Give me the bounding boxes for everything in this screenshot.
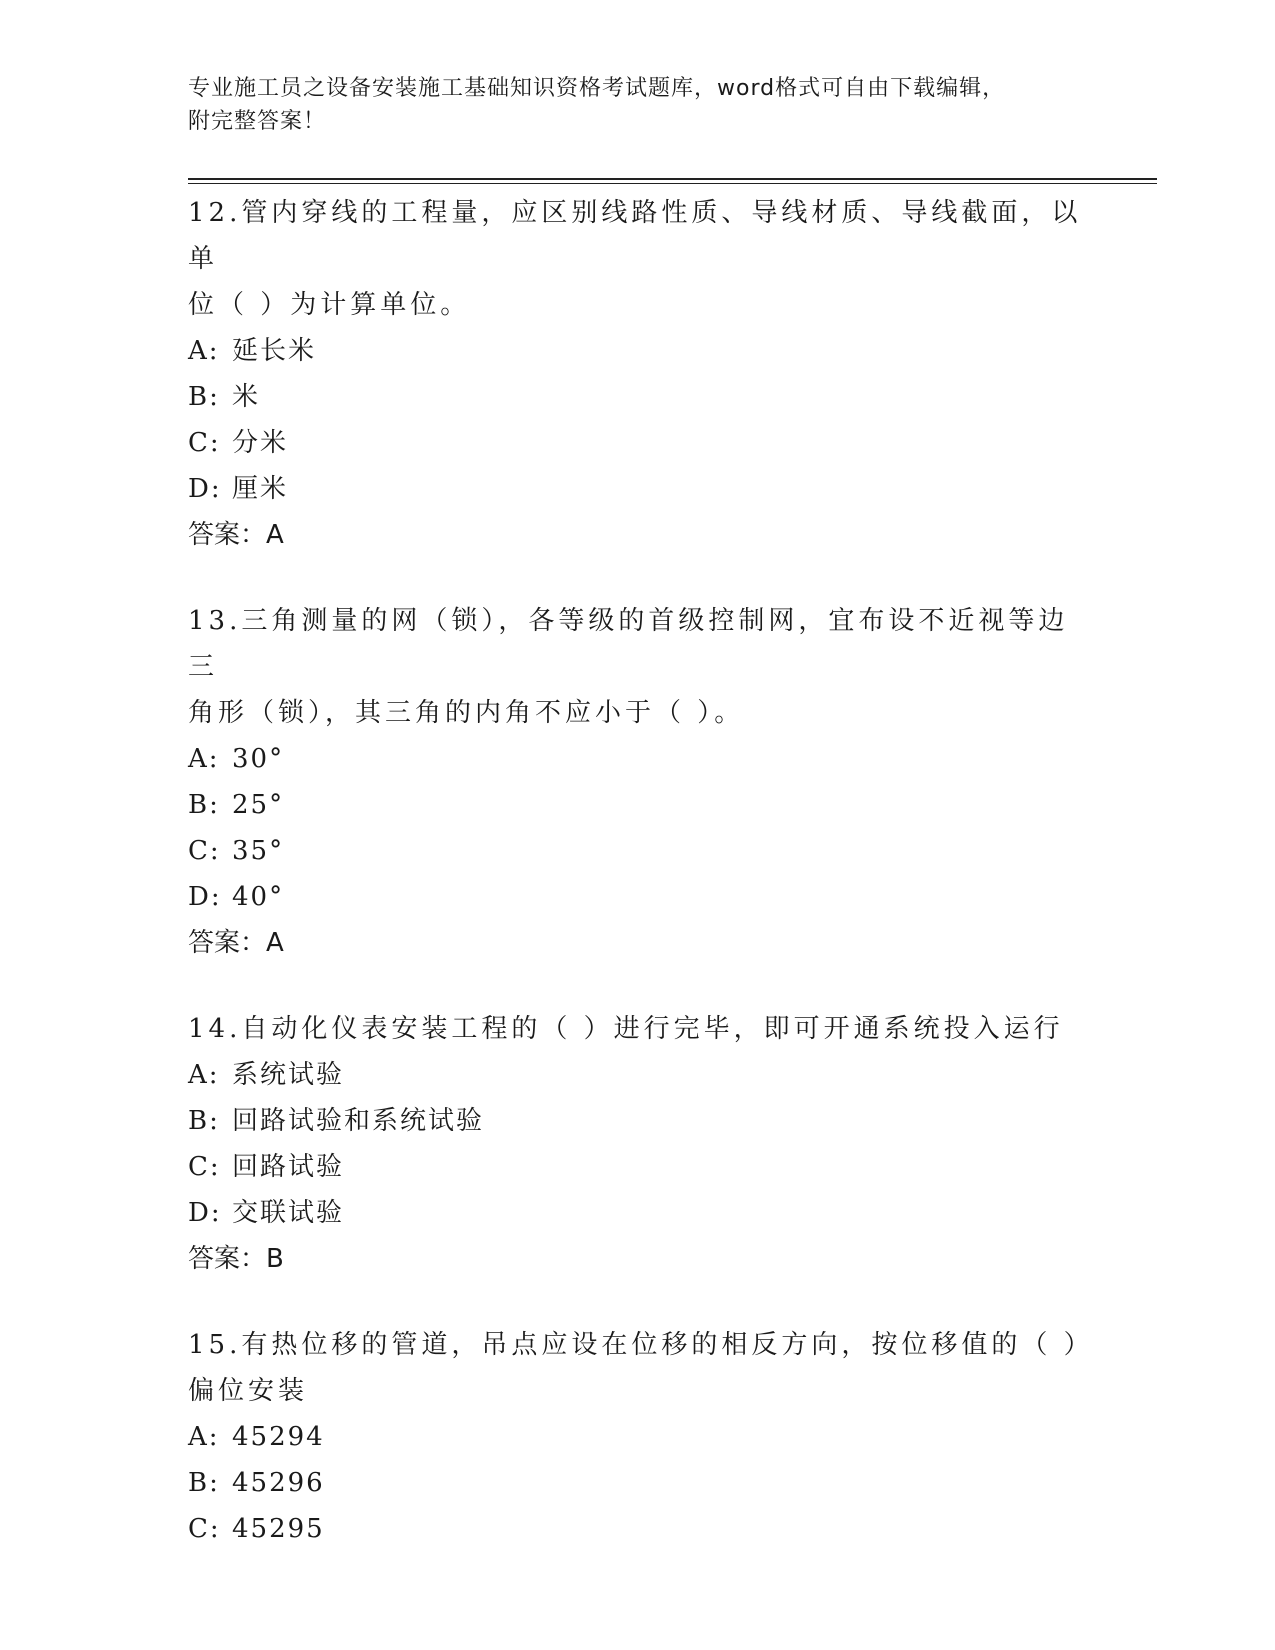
option-text: 25° bbox=[232, 790, 285, 820]
option-key: C: bbox=[188, 1514, 221, 1544]
option-text: 30° bbox=[232, 744, 285, 774]
option-key: D: bbox=[188, 882, 222, 912]
option-a bbox=[188, 736, 1088, 782]
question-15 bbox=[188, 1322, 1094, 1552]
question-stem-line-2: 偏位安装 bbox=[188, 1376, 309, 1406]
option-c bbox=[188, 1506, 1088, 1552]
option-key: A: bbox=[188, 744, 220, 774]
option-d bbox=[188, 874, 1088, 920]
option-text: 回路试验和系统试验 bbox=[232, 1106, 485, 1136]
option-a bbox=[188, 1414, 1088, 1460]
option-b bbox=[188, 782, 1088, 828]
option-text: 系统试验 bbox=[232, 1060, 345, 1090]
option-text: 45295 bbox=[232, 1514, 325, 1544]
question-stem-line-1: 12.管内穿线的工程量，应区别线路性质、导线材质、导线截面，以单 bbox=[188, 198, 1082, 274]
option-text: 米 bbox=[232, 382, 261, 412]
option-key: A: bbox=[188, 1422, 220, 1452]
option-b bbox=[188, 374, 1088, 420]
header-rule-thick bbox=[188, 178, 1157, 180]
option-text: 厘米 bbox=[232, 474, 289, 504]
option-d bbox=[188, 466, 1088, 512]
option-key: B: bbox=[188, 1106, 220, 1136]
option-c bbox=[188, 420, 1088, 466]
header-rule-thin bbox=[188, 183, 1157, 184]
answer-line: 答案：A bbox=[188, 520, 284, 550]
option-text: 35° bbox=[232, 836, 285, 866]
option-key: B: bbox=[188, 382, 220, 412]
option-text: 延长米 bbox=[232, 336, 317, 366]
option-key: B: bbox=[188, 790, 220, 820]
header-line-2: 附完整答案！ bbox=[188, 109, 327, 134]
question-stem-line-2: 位（ ）为计算单位。 bbox=[188, 290, 471, 320]
option-key: C: bbox=[188, 428, 221, 458]
option-text: 回路试验 bbox=[232, 1152, 345, 1182]
option-text: 交联试验 bbox=[232, 1198, 345, 1228]
option-text: 45296 bbox=[232, 1468, 325, 1498]
option-c bbox=[188, 828, 1088, 874]
option-key: C: bbox=[188, 836, 221, 866]
question-stem-line-1: 13.三角测量的网（锁），各等级的首级控制网，宜布设不近视等边三 bbox=[188, 606, 1069, 682]
document-header bbox=[188, 72, 1088, 138]
option-c bbox=[188, 1144, 1088, 1190]
question-stem-line-1: 14.自动化仪表安装工程的（ ）进行完毕，即可开通系统投入运行 bbox=[188, 1014, 1064, 1044]
question-13 bbox=[188, 598, 1088, 966]
option-key: D: bbox=[188, 1198, 222, 1228]
option-key: D: bbox=[188, 474, 222, 504]
option-text: 分米 bbox=[232, 428, 289, 458]
option-key: A: bbox=[188, 336, 220, 366]
question-list bbox=[188, 190, 1094, 1592]
question-14 bbox=[188, 1006, 1088, 1282]
option-a bbox=[188, 328, 1088, 374]
option-key: C: bbox=[188, 1152, 221, 1182]
option-key: A: bbox=[188, 1060, 220, 1090]
question-stem-line-1: 15.有热位移的管道，吊点应设在位移的相反方向，按位移值的（ ） bbox=[188, 1330, 1094, 1360]
option-b bbox=[188, 1460, 1088, 1506]
option-a bbox=[188, 1052, 1088, 1098]
answer-line: 答案：A bbox=[188, 928, 284, 958]
question-stem-line-2: 角形（锁），其三角的内角不应小于（ ）。 bbox=[188, 698, 745, 728]
question-12 bbox=[188, 190, 1088, 558]
option-text: 45294 bbox=[232, 1422, 325, 1452]
option-text: 40° bbox=[232, 882, 285, 912]
option-key: B: bbox=[188, 1468, 220, 1498]
option-b bbox=[188, 1098, 1088, 1144]
option-d bbox=[188, 1190, 1088, 1236]
answer-line: 答案：B bbox=[188, 1244, 284, 1274]
header-line-1: 专业施工员之设备安装施工基础知识资格考试题库，word格式可自由下载编辑， bbox=[188, 76, 1006, 101]
